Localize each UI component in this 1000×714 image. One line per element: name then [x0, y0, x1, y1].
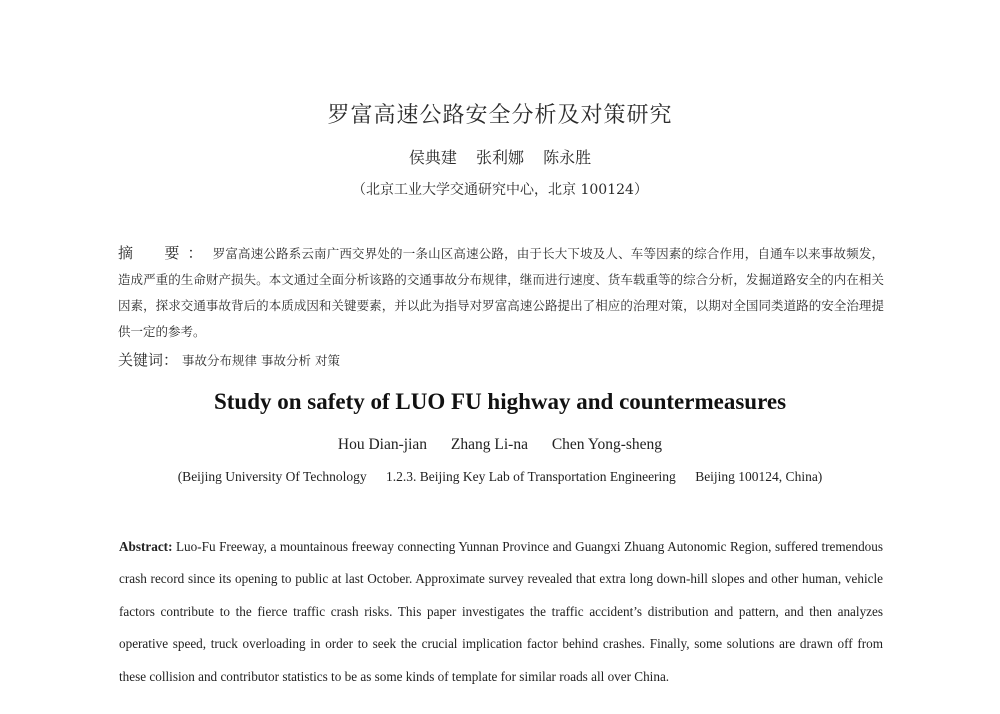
- english-abstract: [119, 531, 883, 693]
- english-affiliation-city: Beijing 100124, China): [695, 469, 823, 484]
- chinese-authors: [0, 145, 1000, 168]
- chinese-affiliation: （北京工业大学交通研究中心，北京 100124）: [352, 182, 648, 198]
- chinese-author: 张利娜: [475, 148, 524, 167]
- chinese-keywords: [118, 349, 340, 370]
- chinese-abstract: [118, 240, 884, 345]
- english-affiliation-lab: 1.2.3. Beijing Key Lab of Transportation Engineering: [385, 469, 676, 484]
- chinese-title: 罗富高速公路安全分析及对策研究: [327, 103, 673, 128]
- chinese-author: 陈永胜: [543, 148, 592, 167]
- english-author: Hou Dian-jian: [337, 436, 428, 453]
- english-author: Chen Yong-sheng: [551, 436, 663, 453]
- english-authors: [0, 436, 1000, 454]
- english-affiliation: [0, 469, 1000, 485]
- english-affiliation-university: (Beijing University Of Technology: [177, 469, 367, 484]
- english-abstract-label: Abstract:: [119, 539, 173, 554]
- english-author: Zhang Li-na: [450, 436, 528, 453]
- chinese-abstract-text: 罗富高速公路系云南广西交界处的一条山区高速公路，由于长大下坡及人、车等因素的综合作用，自通车以来事故频发，造成严重的生命财产损失。本文通过全面分析该路的交通事故分布规律，继而进行速度、货车载重等的综合分析，发掘道路安全的内在相关因素，探求交通事故背后的本质成因和关键要素，并以此为指导对罗富高速公路提出了相应的治理对策，以期对全国同类道路的安全治理提供一定的参考。: [118, 246, 884, 339]
- chinese-author: 侯典建: [408, 148, 457, 167]
- chinese-keywords-label: 关键词：: [118, 351, 179, 369]
- english-abstract-text: Luo-Fu Freeway, a mountainous freeway connecting Yunnan Province and Guangxi Zhuang Autonomic Region, suffered tremendous crash record since its opening to public at last October. Approximate survey revealed that extra long down-hill slopes and other human, vehicle factors contribute to the fierce traffic crash risks. This paper investigates the traffic accident’s distribution and pattern, and then analyzes operative speed, truck overloading in order to seek the crucial implication factor behind crashes. Finally, some solutions are drawn off from these collision and contributor statistics to be as some kinds of template for similar roads all over China.: [119, 539, 883, 684]
- chinese-keywords-text: 事故分布规律 事故分析 对策: [182, 353, 340, 368]
- chinese-abstract-label: 摘 要：: [118, 244, 211, 262]
- english-title: Study on safety of LUO FU highway and countermeasures: [213, 389, 787, 414]
